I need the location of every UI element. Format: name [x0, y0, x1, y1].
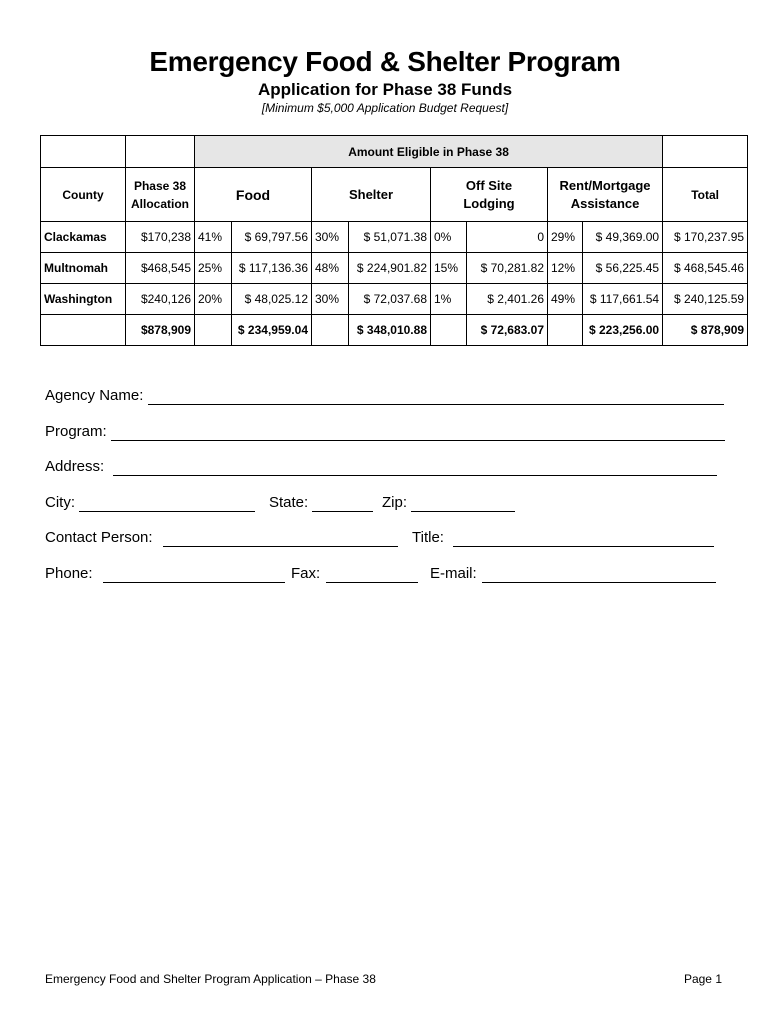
rent-amount-cell: $ 56,225.45 [583, 253, 663, 284]
table-row [41, 284, 748, 315]
total-offsite-cell: $ 72,683.07 [467, 315, 548, 346]
zip-label: Zip: [382, 494, 408, 511]
amount-eligible-header: Amount Eligible in Phase 38 [195, 136, 663, 168]
shelter-percent-cell: 30% [312, 222, 349, 253]
food-percent-cell: 41% [195, 222, 232, 253]
shelter-header: Shelter [312, 168, 431, 222]
allocation-cell: $240,126 [126, 284, 195, 315]
offsite-lodging-header: Off Site Lodging [431, 168, 548, 222]
email-label: E-mail: [430, 565, 477, 582]
program-label: Program: [45, 423, 107, 440]
offsite-amount-cell: 0 [467, 222, 548, 253]
footer-page-number: Page 1 [683, 972, 722, 986]
program-field[interactable] [111, 426, 725, 441]
food-header: Food [195, 168, 312, 222]
state-field[interactable] [312, 497, 373, 512]
food-amount-cell: $ 69,797.56 [232, 222, 312, 253]
table-group-header-row [41, 136, 748, 168]
document-title: Emergency Food & Shelter Program [149, 46, 621, 77]
agency-name-field[interactable] [148, 390, 724, 405]
allocation-header: Phase 38 Allocation [126, 168, 195, 222]
budget-note: [Minimum $5,000 Application Budget Request] [261, 101, 509, 115]
zip-field[interactable] [411, 497, 515, 512]
state-label: State: [269, 494, 309, 511]
total-shelter-cell: $ 348,010.88 [349, 315, 431, 346]
fax-label: Fax: [291, 565, 321, 582]
city-label: City: [45, 494, 75, 511]
phone-field[interactable] [103, 568, 285, 583]
agency-name-label: Agency Name: [45, 387, 144, 404]
rent-mortgage-header: Rent/Mortgage Assistance [548, 168, 663, 222]
offsite-amount-cell: $ 2,401.26 [467, 284, 548, 315]
shelter-amount-cell: $ 72,037.68 [349, 284, 431, 315]
offsite-percent-cell: 15% [431, 253, 467, 284]
table-row [41, 253, 748, 284]
total-allocation-cell: $878,909 [126, 315, 195, 346]
total-cell: $ 468,545.46 [663, 253, 748, 284]
address-field[interactable] [113, 461, 717, 476]
contact-person-label: Contact Person: [45, 529, 153, 546]
title-field[interactable] [453, 532, 714, 547]
rent-percent-cell: 29% [548, 222, 583, 253]
food-percent-cell: 20% [195, 284, 232, 315]
county-cell: Multnomah [41, 253, 126, 284]
allocation-cell: $468,545 [126, 253, 195, 284]
address-label: Address: [45, 458, 105, 475]
shelter-percent-cell: 30% [312, 284, 349, 315]
food-amount-cell: $ 48,025.12 [232, 284, 312, 315]
total-header: Total [663, 168, 748, 222]
rent-percent-cell: 12% [548, 253, 583, 284]
title-label: Title: [412, 529, 444, 546]
total-cell: $ 170,237.95 [663, 222, 748, 253]
food-percent-cell: 25% [195, 253, 232, 284]
total-rent-cell: $ 223,256.00 [583, 315, 663, 346]
phone-label: Phone: [45, 565, 93, 582]
total-food-cell: $ 234,959.04 [232, 315, 312, 346]
totals-row [41, 315, 748, 346]
county-header: County [41, 168, 126, 222]
email-field[interactable] [482, 568, 716, 583]
funds-table [40, 135, 748, 346]
fax-field[interactable] [326, 568, 418, 583]
grand-total-cell: $ 878,909 [663, 315, 748, 346]
offsite-percent-cell: 0% [431, 222, 467, 253]
county-cell: Washington [41, 284, 126, 315]
shelter-amount-cell: $ 51,071.38 [349, 222, 431, 253]
contact-person-field[interactable] [163, 532, 398, 547]
food-amount-cell: $ 117,136.36 [232, 253, 312, 284]
city-field[interactable] [79, 497, 255, 512]
document-subtitle: Application for Phase 38 Funds [257, 80, 513, 99]
table-row [41, 222, 748, 253]
table-header-row [41, 168, 748, 222]
shelter-amount-cell: $ 224,901.82 [349, 253, 431, 284]
rent-percent-cell: 49% [548, 284, 583, 315]
footer-document-name: Emergency Food and Shelter Program Application – Phase 38 [45, 972, 376, 986]
offsite-percent-cell: 1% [431, 284, 467, 315]
total-cell: $ 240,125.59 [663, 284, 748, 315]
rent-amount-cell: $ 117,661.54 [583, 284, 663, 315]
offsite-amount-cell: $ 70,281.82 [467, 253, 548, 284]
allocation-cell: $170,238 [126, 222, 195, 253]
shelter-percent-cell: 48% [312, 253, 349, 284]
county-cell: Clackamas [41, 222, 126, 253]
rent-amount-cell: $ 49,369.00 [583, 222, 663, 253]
